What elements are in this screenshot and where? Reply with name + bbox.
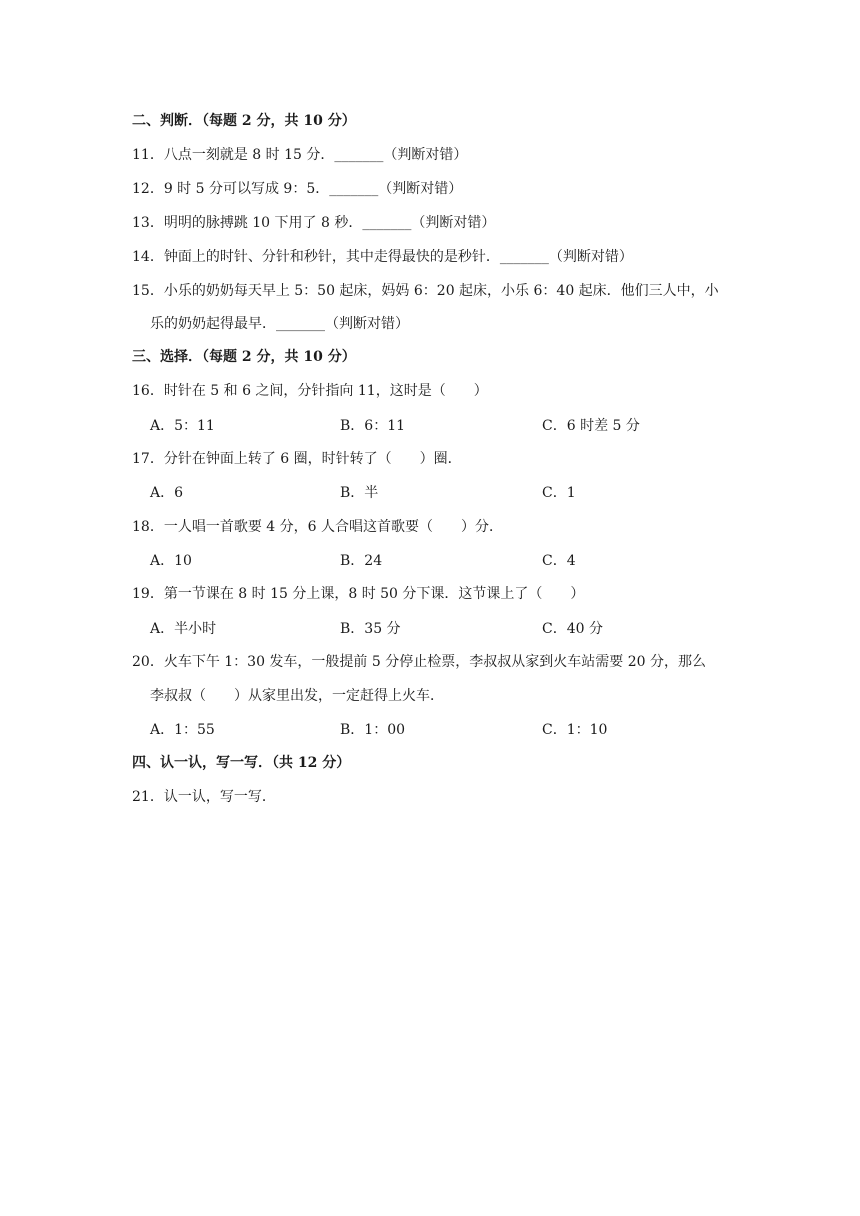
question-19-option-a: A．半小时 (150, 621, 217, 637)
question-20-option-b: B．1：00 (340, 722, 406, 738)
question-20-option-a: A．1：55 (150, 722, 215, 738)
question-17-option-c: C．1 (542, 485, 576, 501)
question-16-option-b: B．6：11 (340, 418, 406, 434)
question-17: 17．分针在钟面上转了 6 圈，时针转了（ ）圈． (132, 451, 462, 467)
question-20-option-c: C．1：10 (542, 722, 608, 738)
question-21: 21．认一认，写一写． (132, 789, 276, 805)
question-18-option-a: A．10 (150, 553, 192, 569)
question-18-option-c: C．4 (542, 553, 576, 569)
question-19-option-b: B．35 分 (340, 621, 401, 637)
question-18: 18．一人唱一首歌要 4 分，6 人合唱这首歌要（ ）分． (132, 519, 503, 535)
question-19: 19．第一节课在 8 时 15 分上课，8 时 50 分下课．这节课上了（ ） (132, 586, 585, 602)
question-14: 14．钟面上的时针、分针和秒针，其中走得最快的是秒针．_______（判断对错） (132, 249, 633, 265)
question-20: 20．火车下午 1：30 发车，一般提前 5 分停止检票，李叔叔从家到火车站需要 20 分，那么 (132, 654, 706, 670)
section-heading-recognize: 四、认一认，写一写．（共 12 分） (132, 755, 351, 771)
question-13: 13．明明的脉搏跳 10 下用了 8 秒．_______（判断对错） (132, 215, 496, 231)
question-17-option-b: B．半 (340, 485, 379, 501)
question-17-option-a: A．6 (150, 485, 184, 501)
question-16-option-c: C．6 时差 5 分 (542, 418, 640, 434)
question-15-continuation: 乐的奶奶起得最早．_______（判断对错） (150, 316, 409, 332)
section-heading-judgment: 二、判断．（每题 2 分，共 10 分） (132, 113, 356, 129)
question-18-option-b: B．24 (340, 553, 383, 569)
question-15: 15．小乐的奶奶每天早上 5：50 起床，妈妈 6：20 起床，小乐 6：40 起床．他们三人中，小 (132, 283, 719, 299)
question-11: 11．八点一刻就是 8 时 15 分．_______（判断对错） (132, 147, 468, 163)
section-heading-choice: 三、选择．（每题 2 分，共 10 分） (132, 349, 356, 365)
question-19-option-c: C．40 分 (542, 621, 603, 637)
question-20-continuation: 李叔叔（ ）从家里出发，一定赶得上火车． (150, 688, 444, 704)
question-16-option-a: A．5：11 (150, 418, 215, 434)
question-16: 16．时针在 5 和 6 之间，分针指向 11，这时是（ ） (132, 383, 488, 399)
question-12: 12．9 时 5 分可以写成 9：5．_______（判断对错） (132, 181, 463, 197)
